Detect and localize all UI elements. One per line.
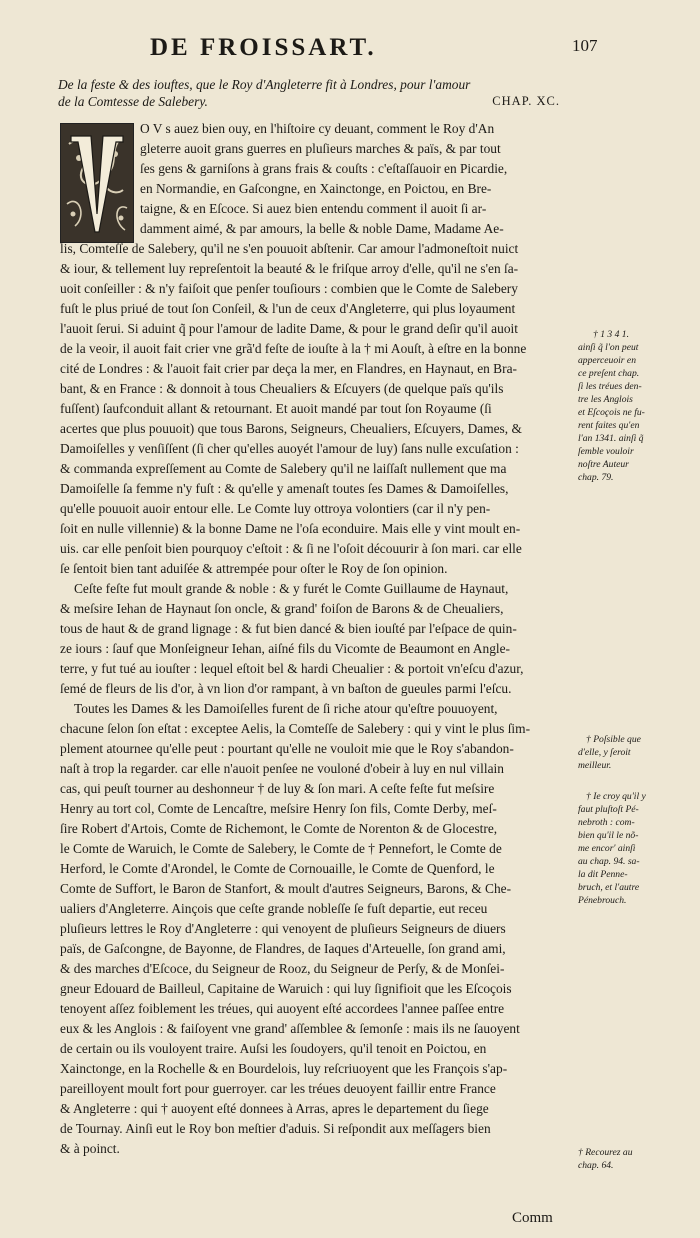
margin-note-line: ſemble vouloir: [578, 446, 634, 457]
text-line: Henry au tort col, Comte de Lencaſtre, meſsire Henry ſon fils, Comte Derby, meſ-: [60, 801, 497, 816]
margin-note-line: nebroth : com-: [578, 817, 635, 828]
margin-note-line: † 1 3 4 1.: [593, 329, 629, 340]
text-line: lis, Comteſſe de Salebery, qu'il ne s'en pouuoit abſtenir. Car amour l'admoneſtoit nuict: [60, 241, 519, 256]
text-line: plement atournee qu'elle peut : pourtant qu'elle ne vouloit mie que le Roy s'abandon-: [60, 741, 514, 756]
text-line: chacune ſelon ſon eſtat : exceptee Aelis, la Comteſſe de Salebery : qui y vint le plus ſim-: [60, 721, 531, 736]
text-line: bant, & en France : & donnoit à tous Cheualiers & Eſcuyers (de quelque païs qu'ils: [60, 381, 504, 396]
text-line: & iour, & tellement luy repreſentoit la beauté & le friſque arroy d'elle, qu'il ne s'en ſa-: [60, 261, 519, 276]
text-line: Damoiſelles y venſiſſent (ſi cher qu'elles auoyét l'amour de luy) ſans nulle excuſation :: [60, 441, 519, 456]
running-head: DE FROISSART.: [150, 34, 377, 61]
margin-note-line: † Recourez au: [578, 1147, 633, 1158]
text-line: taigne, & en Eſcoce. Si auez bien entendu comment il auoit ſi ar-: [140, 201, 487, 216]
chapter-title-line: de la Comtesse de Salebery.: [58, 94, 208, 109]
text-line: l'auoit ſerui. Si aduint q̃ pour l'amour de ladite Dame, & pour le grand deſir qu'il auoit: [60, 321, 518, 336]
text-line: le Comte de Waruich, le Comte de Salebery, le Comte de † Pennefort, le Comte de: [60, 841, 502, 856]
text-line: & à poinct.: [60, 1141, 120, 1156]
margin-note-line: et Eſcoçois ne fu-: [578, 407, 645, 418]
text-line: Xainctonge, en la Rochelle & en Bourdelois, luy reſcriuoyent que les François s'ap-: [60, 1061, 508, 1076]
margin-note-line: Pénebrouch.: [578, 895, 627, 906]
margin-note-line: la dit Penne-: [578, 869, 628, 880]
text-line: ualiers d'Angleterre. Ainçois que ceſte grande nobleſſe ſe fuſt departie, eut receu: [60, 901, 488, 916]
text-line: ſe ſentoit bien tant aduiſée & attrempée pour oſter le Roy de ſon opinion.: [60, 561, 448, 576]
text-line: en Normandie, en Gaſcongne, en Xainctonge, en Poictou, en Bre-: [140, 181, 492, 196]
margin-note-line: ainſi q̃ l'on peut: [578, 342, 639, 353]
text-line: ſoit en nulle villennie) & la bonne Dame ne l'oſa econduire. Mais elle y vint moult en-: [60, 521, 521, 536]
margin-note-line: chap. 79.: [578, 472, 614, 483]
text-line: tenoyent aſſez foiblement les tréues, qui auoyent eſté accordees l'annee paſſee entre: [60, 1001, 505, 1016]
text-line: Comte de Suffort, le Baron de Stanfort, & moult d'autres Seigneurs, Barons, & Che-: [60, 881, 512, 896]
text-line: cas, qui peuſt tourner au deshonneur † de luy & ſon mari. A ceſte feſte fut meſsire: [60, 781, 495, 796]
text-line: & commanda expreſſement au Comte de Salebery qu'il ne laiſſaſt nullement que ma: [60, 461, 507, 476]
text-line: tous de haut & de grand lignage : & fut bien dancé & bien iouſté par l'eſpace de quin-: [60, 621, 517, 636]
margin-note-line: au chap. 94. sa-: [578, 856, 640, 867]
text-line: naſt à trop la regarder. car elle n'auoit penſee ne vouloné d'obeir à luy en nul villain: [60, 761, 504, 776]
text-line: acertes que plus pouuoit) que tous Barons, Seigneurs, Cheualiers, Eſcuyers, Dames, &: [60, 421, 522, 436]
text-line: païs, de Gaſcongne, de Bayonne, de Flandres, de Iaques d'Arteuelle, ſon grand ami,: [60, 941, 506, 956]
text-line: & meſsire Iehan de Haynaut ſon oncle, & grand' foiſon de Barons & de Cheualiers,: [60, 601, 504, 616]
text-line: qu'elle pouuoit auoir entour elle. Le Comte luy ottroya volontiers (car il n'y pen-: [60, 501, 491, 516]
text-line: uis. car elle penſoit bien pourquoy c'eſtoit : & ſi ne l'oſoit découurir à ſon mari. car elle: [60, 541, 522, 556]
margin-note-line: me encor' ainſi: [578, 843, 636, 854]
catchword: Comm: [512, 1210, 553, 1226]
margin-note-line: chap. 64.: [578, 1160, 614, 1171]
text-line: pareilloyent moult fort pour guerroyer. car les tréues deuoyent faillir entre France: [60, 1081, 496, 1096]
margin-note-line: rent faites qu'en: [578, 420, 640, 431]
text-line: ſemé de fleurs de lis d'or, à vn lion d'or rampant, à vn baſton de gueules parmi l'eſcu.: [60, 681, 512, 696]
margin-note-line: apperceuoir en: [578, 355, 636, 366]
margin-note-line: bien qu'il le nõ-: [578, 830, 639, 841]
text-line: & des marches d'Eſcoce, du Seigneur de Rooz, du Seigneur de Perſy, & de Monſei-: [60, 961, 505, 976]
text-line: damment aimé, & par amours, la belle & noble Dame, Madame Ae-: [140, 221, 504, 236]
text-line: eux & les Anglois : & faiſoyent vne grand' aſſemblee & ſemonſe : mais ils ne ſauoyent: [60, 1021, 520, 1036]
text-line: uoit conſeiller : & n'y faiſoit que penſer touſiours : combien que le Comte de Salebery: [60, 281, 518, 296]
text-line: ſes gens & garniſons à grans frais & couſts : c'eſtaſſauoir en Picardie,: [140, 161, 508, 176]
ornament-initial-v-icon: [61, 124, 133, 242]
margin-note-line: ce preſent chap.: [578, 368, 640, 379]
margin-note-line: ſi les tréues den-: [578, 381, 642, 392]
margin-note-line: l'an 1341. ainſi q̃: [578, 433, 644, 444]
chapter-title-line: De la feste & des iouftes, que le Roy d'Angleterre fit à Londres, pour l'amour: [58, 77, 471, 92]
text-line: cité de Londres : & l'auoit fait crier par deça la mer, en Flandres, en Haynaut, en Bra-: [60, 361, 517, 376]
chapter-heading: [58, 76, 562, 110]
text-line: ſire Robert d'Artois, Comte de Richemont, le Comte de Norenton & de Glocestre,: [60, 821, 498, 836]
decorated-initial: [60, 123, 134, 243]
margin-note-line: noſtre Auteur: [578, 459, 629, 470]
margin-note-line: d'elle, y ſeroit: [578, 747, 631, 758]
text-line: Herford, le Comte d'Arondel, le Comte de Cornouaille, le Comte de Quenford, le: [60, 861, 495, 876]
margin-note-line: bruch, et l'autre: [578, 882, 640, 893]
text-line: Damoiſelle ſa femme n'y fuſt : & qu'elle y amenaſt toutes ſes Dames & Damoiſelles,: [60, 481, 509, 496]
margin-note-line: faut pluſtoſt Pé-: [578, 804, 639, 815]
text-line: ze iours : ſauf que Monſeigneur Iehan, aiſné fils du Vicomte de Beaumont en Angle-: [60, 641, 511, 656]
margin-note-line: meilleur.: [578, 760, 612, 771]
text-line: de la veoir, il auoit fait crier vne grã'd feſte de iouſte à la † mi Aouſt, à eſtre en la bonne: [60, 341, 527, 356]
text-line: fuſſent) ſaufconduit allant & retournant. Et auoit mandé par tout ſon Royaume (ſi: [60, 401, 492, 416]
chapter-number: CHAP. XC.: [492, 94, 560, 108]
text-line: terre, y fut tué au iouſter : lequel eſtoit bel & hardi Cheualier : & portoit vn'eſcu d'azur,: [60, 661, 524, 676]
text-line: Ceſte feſte fut moult grande & noble : & y furét le Comte Guillaume de Haynaut,: [74, 581, 509, 596]
text-line: fuſt le plus priué de tout ſon Conſeil, & l'un de ceux d'Angleterre, qui plus loyaument: [60, 301, 516, 316]
margin-note-line: tre les Anglois: [578, 394, 633, 405]
text-line: pluſieurs lettres le Roy d'Angleterre : qui venoyent de pluſieurs Seigneurs de diuers: [60, 921, 506, 936]
text-line: O V s auez bien ouy, en l'hiſtoire cy deuant, comment le Roy d'An: [140, 121, 495, 136]
text-line: gneur Edouard de Bailleul, Capitaine de Waruich : qui luy ſignifioit que les Eſcoçois: [60, 981, 512, 996]
text-line: gleterre auoit grans guerres en pluſieurs marches & païs, & par tout: [140, 141, 501, 156]
margin-note-line: † Poſsible que: [586, 734, 641, 745]
margin-note-line: † Ie croy qu'il y: [586, 791, 646, 802]
text-line: Toutes les Dames & les Damoiſelles furent de ſi riche atour qu'eſtre pouuoyent,: [74, 701, 498, 716]
text-line: & Angleterre : qui † auoyent eſté donnees à Arras, apres le departement du ſiege: [60, 1101, 489, 1116]
page-number: 107: [572, 36, 598, 55]
text-line: de certain ou ils vouloyent traire. Auſsi les ſoudoyers, qu'il tenoit en Poictou, en: [60, 1041, 487, 1056]
text-line: de Tournay. Ainſi eut le Roy bon meſtier d'aduis. Si reſpondit aux meſſagers bien: [60, 1121, 491, 1136]
